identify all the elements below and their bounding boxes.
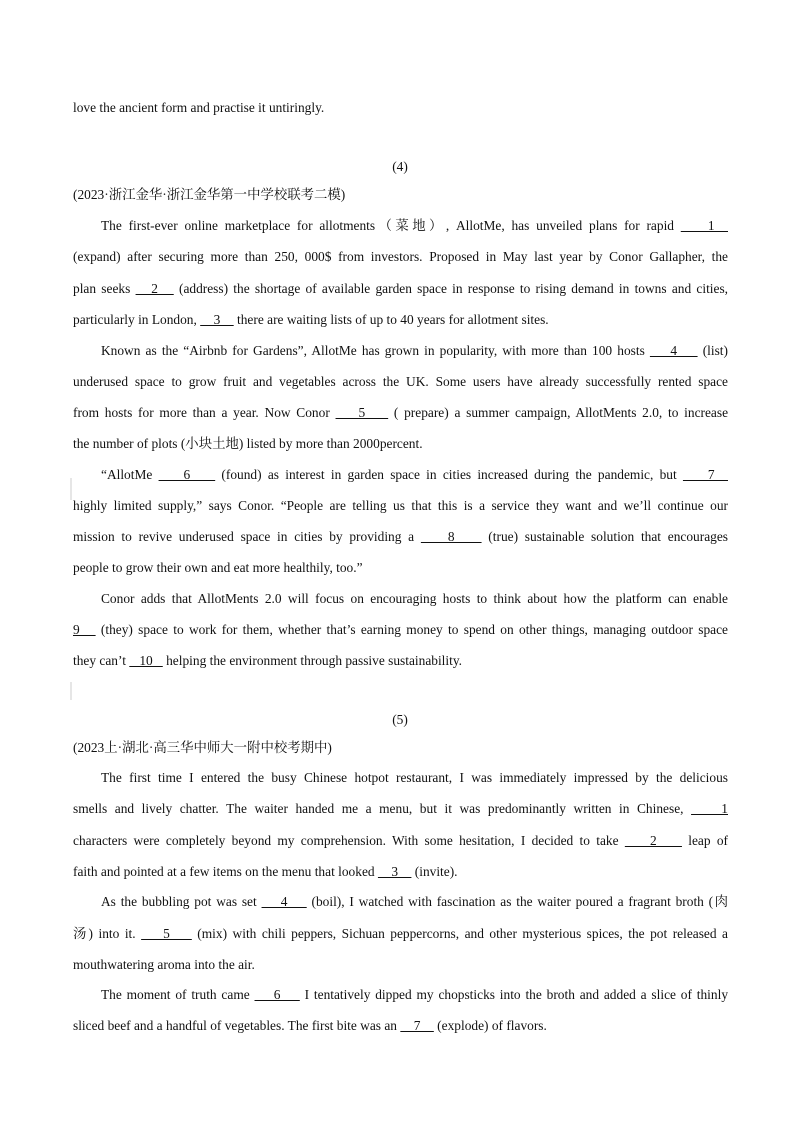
scan-edge-mark [70, 682, 72, 700]
paragraph-line: mouthwatering aroma into the air. [73, 957, 255, 972]
paragraph-line [73, 404, 728, 422]
paragraph-line [73, 1017, 728, 1035]
paragraph-line [101, 466, 728, 484]
blank-4: 4 [261, 894, 307, 909]
passage-5-number: (5) [392, 712, 408, 727]
text-run: (invite). [411, 864, 458, 879]
paragraph-line: (expand) after securing more than 250, 000$ from investors. Proposed in May last year by Conor Gallapher, the [73, 249, 728, 264]
blank-3: 3 [377, 864, 412, 879]
blank-10: 10 [129, 653, 163, 668]
blank-6: 6 [158, 467, 216, 482]
text-run: plan seeks [73, 281, 136, 296]
text-run: from hosts for more than a year. Now Conor [73, 405, 336, 420]
paragraph-line [101, 342, 728, 360]
text-run: (found) as interest in garden space in cities increased during the pandemic, but [215, 467, 683, 482]
paragraph-line [73, 311, 728, 329]
blank-5: 5 [141, 926, 192, 941]
text-run: I tentatively dipped my chopsticks into the broth and added a slice of thinly [299, 987, 729, 1002]
paragraph-line [73, 621, 728, 639]
text-run: ( prepare) a summer campaign, AllotMents 2.0, to increase [388, 405, 729, 420]
blank-8: 8 [420, 529, 482, 544]
text-run: 汤) into it. [73, 926, 142, 941]
text-run: As the bubbling pot was set [101, 894, 262, 909]
text-run: sliced beef and a handful of vegetables. The first bite was an [73, 1018, 401, 1033]
text-run: (address) the shortage of available garden space in response to rising demand in towns and cities, [173, 281, 729, 296]
paragraph-line [101, 217, 728, 235]
paragraph-line [73, 925, 728, 943]
blank-5: 5 [335, 405, 389, 420]
blank-1: 1 [680, 218, 728, 233]
text-run: (explode) of flavors. [433, 1018, 547, 1033]
text-run: helping the environment through passive sustainability. [162, 653, 463, 668]
paragraph-line [73, 280, 728, 298]
paragraph-line: The first time I entered the busy Chinese hotpot restaurant, I was immediately impressed by the delicious [101, 770, 728, 785]
text-run: they can’t [73, 653, 130, 668]
text-run: mission to revive underused space in cities by providing a [73, 529, 421, 544]
text-run: smells and lively chatter. The waiter handed me a menu, but it was predominantly written in Chinese, [73, 801, 692, 816]
text-run: there are waiting lists of up to 40 years for allotment sites. [233, 312, 549, 327]
text-run: Known as the “Airbnb for Gardens”, AllotMe has grown in popularity, with more than 100 hosts [101, 343, 650, 358]
paragraph-line: underused space to grow fruit and vegetables across the UK. Some users have already successfully rented space [73, 374, 728, 389]
text-run: faith and pointed at a few items on the menu that looked [73, 864, 378, 879]
passage-4-source: (2023·浙江金华·浙江金华第一中学校联考二模) [73, 187, 346, 202]
blank-1: 1 [691, 801, 728, 816]
paragraph-line [73, 800, 728, 818]
text-run: The moment of truth came [101, 987, 255, 1002]
paragraph-line: Conor adds that AllotMents 2.0 will focus on encouraging hosts to think about how the platform can enable [101, 591, 728, 606]
paragraph-line [73, 652, 728, 670]
text-run: (boil), I watched with fascination as the waiter poured a fragrant broth (肉 [306, 894, 728, 909]
paragraph-line: the number of plots (小块土地) listed by more than 2000percent. [73, 436, 423, 451]
scan-edge-mark [70, 478, 72, 500]
passage-4-number: (4) [392, 159, 408, 174]
text-run: “AllotMe [101, 467, 159, 482]
paragraph-line [73, 863, 728, 881]
text-run: leap of [681, 833, 728, 848]
text-run: particularly in London, [73, 312, 201, 327]
paragraph-line [73, 528, 728, 546]
blank-4: 4 [649, 343, 698, 358]
paragraph-line [101, 893, 728, 911]
blank-7: 7 [400, 1018, 434, 1033]
passage-5-source: (2023上·湖北·高三华中师大一附中校考期中) [73, 740, 332, 755]
text-run: The first-ever online marketplace for allotments（菜地）, AllotMe, has unveiled plans for rapid [101, 218, 681, 233]
text-run: characters were completely beyond my comprehension. With some hesitation, I decided to take [73, 833, 625, 848]
paragraph-line [101, 986, 728, 1004]
blank-2: 2 [624, 833, 682, 848]
blank-2: 2 [135, 281, 174, 296]
blank-9: 9 [73, 622, 96, 637]
text-run: (they) space to work for them, whether that’s earning money to spend on other things, managing outdoor space [95, 622, 728, 637]
text-run: (mix) with chili peppers, Sichuan peppercorns, and other mysterious spices, the pot released a [191, 926, 729, 941]
blank-7: 7 [682, 467, 728, 482]
paragraph-line: highly limited supply,” says Conor. “People are telling us that this is a service they want and we’ll continue our [73, 498, 728, 513]
paragraph-line: people to grow their own and eat more healthily, too.” [73, 560, 363, 575]
paragraph-line [73, 832, 728, 850]
continued-text-line: love the ancient form and practise it untiringly. [73, 100, 325, 115]
text-run: (true) sustainable solution that encourages [481, 529, 728, 544]
blank-3: 3 [200, 312, 234, 327]
blank-6: 6 [254, 987, 300, 1002]
text-run: (list) [697, 343, 728, 358]
